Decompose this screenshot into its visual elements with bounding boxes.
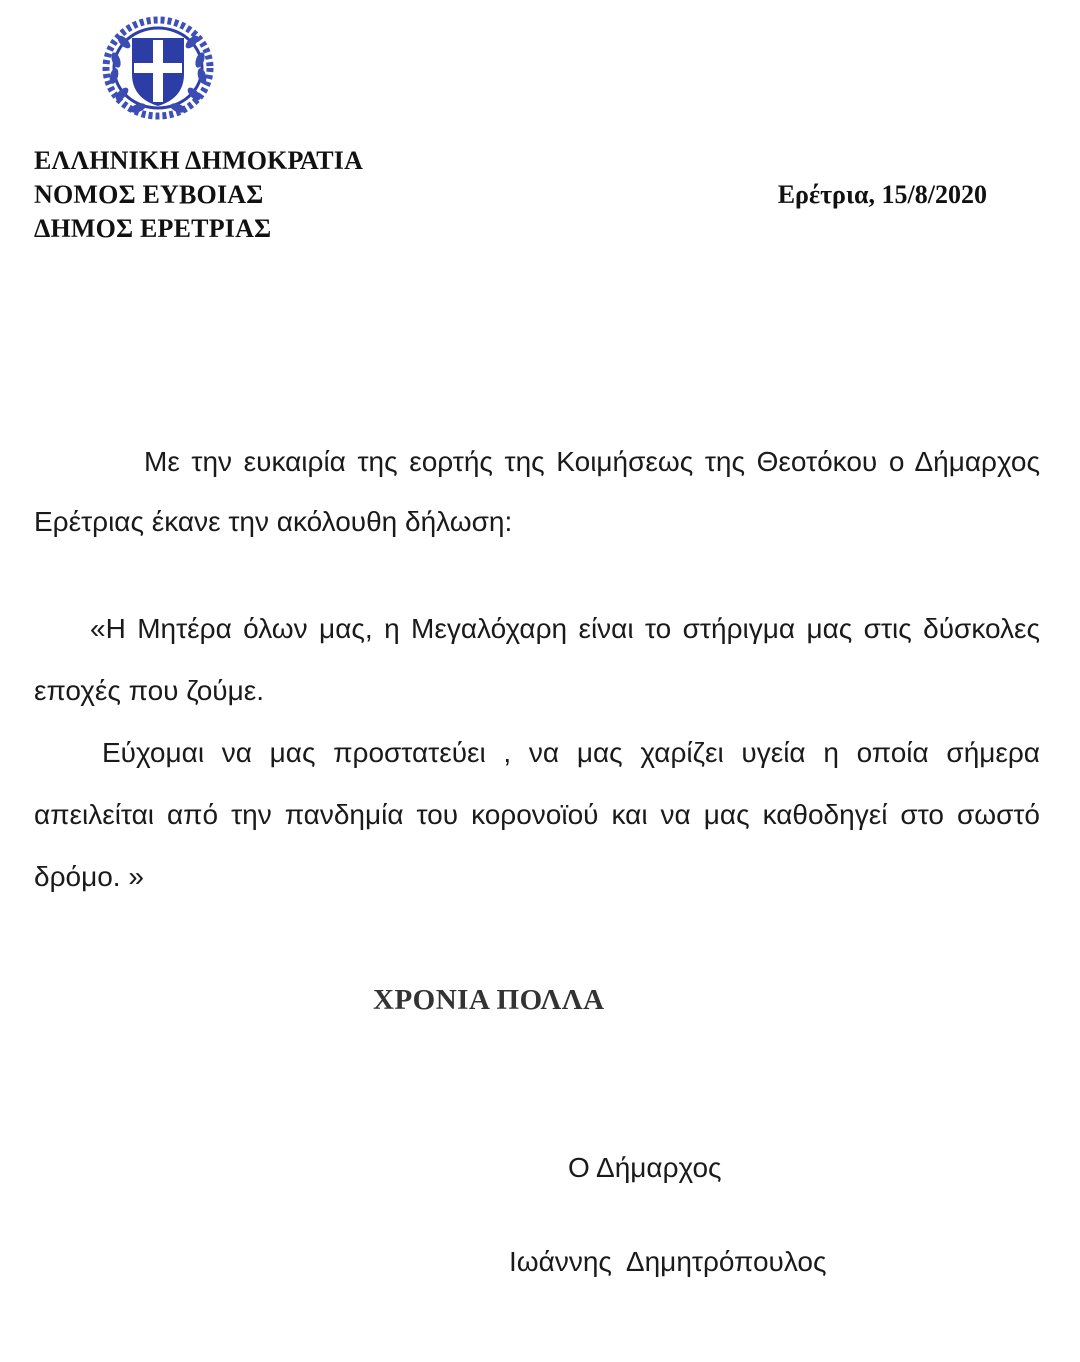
signature-title: Ο Δήμαρχος (568, 1152, 722, 1183)
quote-paragraph-2: Εύχομαι να μας προστατεύει , να μας χαρίζει υγεία η οποία σήμερα απειλείται από την πανδημία του κορονοϊού και να μας καθοδηγεί στο σωστό δρόμο. » (34, 737, 1040, 892)
issuer-header (34, 144, 363, 246)
header-municipality: ΔΗΜΟΣ ΕΡΕΤΡΙΑΣ (34, 214, 272, 243)
header-prefecture: ΝΟΜΟΣ ΕΥΒΟΙΑΣ (34, 180, 264, 209)
signature-name: Ιωάννης Δημητρόπουλος (509, 1246, 827, 1277)
quote-paragraph-1: «Η Μητέρα όλων μας, η Μεγαλόχαρη είναι το στήριγμα μας στις δύσκολες εποχές που ζούμε. (34, 613, 1040, 706)
greek-coat-of-arms-icon (102, 16, 214, 120)
document-date: Ερέτρια, 15/8/2020 (777, 180, 987, 209)
header-republic: ΕΛΛΗΝΙΚΗ ΔΗΜΟΚΡΑΤΙΑ (34, 146, 364, 175)
greeting-heading: ΧΡΟΝΙΑ ΠΟΛΛΑ (373, 984, 605, 1016)
intro-paragraph: Με την ευκαιρία της εορτής της Κοιμήσεως της Θεοτόκου ο Δήμαρχος Ερέτριας έκανε την ακόλουθη δήλωση: (34, 446, 1040, 537)
